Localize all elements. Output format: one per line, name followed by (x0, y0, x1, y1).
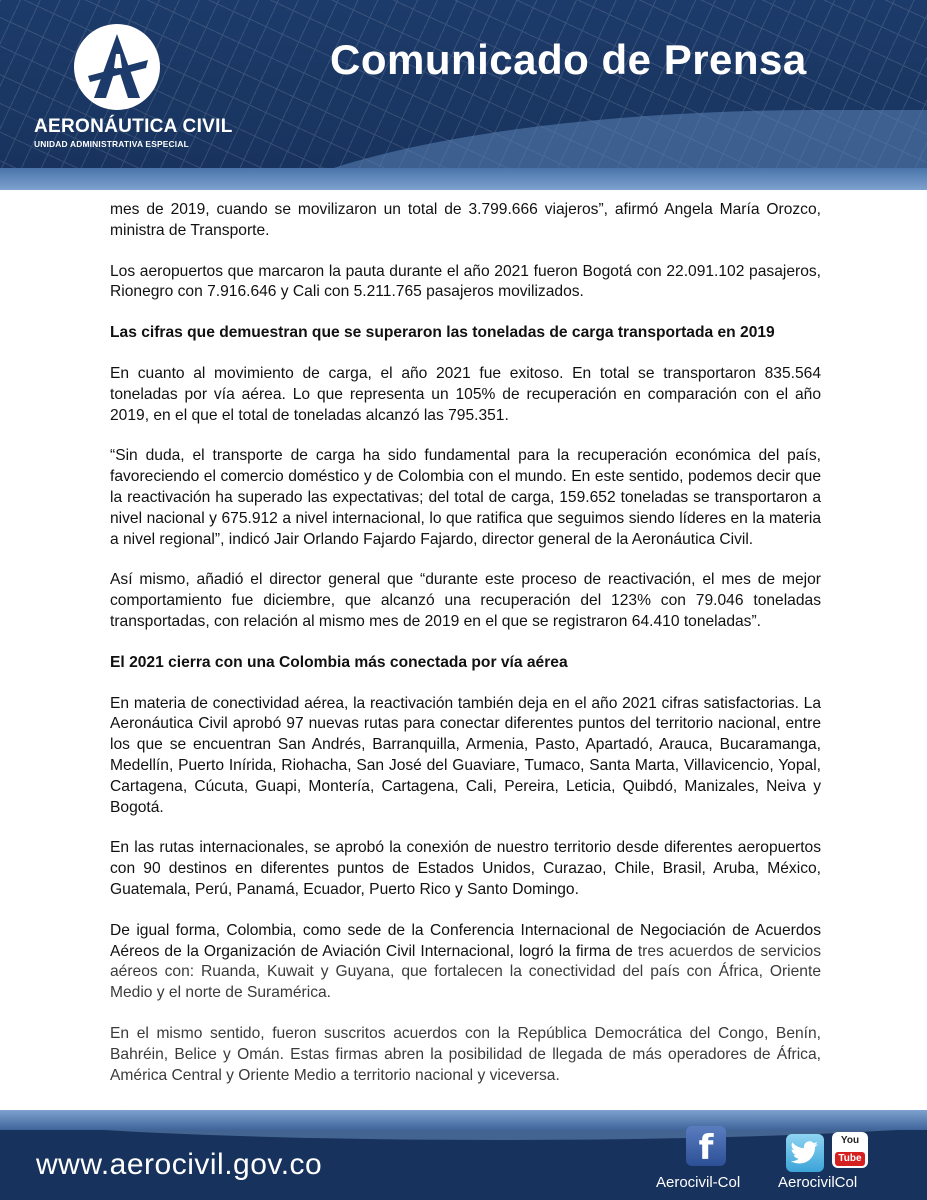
aerocivil-logo (74, 24, 160, 110)
paragraph: En cuanto al movimiento de carga, el año 2021 fue exitoso. En total se transportaron 835.564 toneladas por vía aérea. Lo que representa un 105% de recuperación en comparación con el año 2019, en el que el total de toneladas alcanzó las 795.351. (110, 364, 821, 424)
paragraph-part: De igual forma, Colombia, como sede de la Conferencia Internacional de Negociación de Acuerdos Aéreos de la Organización de Aviación Civil Internacional, logró la firma de (110, 921, 821, 960)
brand-name: AERONÁUTICA CIVIL (34, 116, 233, 137)
paragraph: Los aeropuertos que marcaron la pauta durante el año 2021 fueron Bogotá con 22.091.102 pasajeros, Rionegro con 7.916.646 y Cali con 5.211.765 pasajeros movilizados. (110, 262, 821, 301)
paragraph: En el mismo sentido, fueron suscritos acuerdos con la República Democrática del Congo, Benín, Bahréin, Belice y Omán. Estas firmas abren la posibilidad de llegada de más operadores de África, América Central y Oriente Medio a territorio nacional y viceversa. (110, 1024, 821, 1084)
facebook-icon[interactable]: f (686, 1126, 726, 1166)
section-heading: Las cifras que demuestran que se superaron las toneladas de carga transportada en 2019 (110, 324, 775, 342)
brand-subtitle: UNIDAD ADMINISTRATIVA ESPECIAL (34, 139, 189, 149)
paragraph: En materia de conectividad aérea, la reactivación también deja en el año 2021 cifras satisfactorias. La Aeronáutica Civil aprobó 97 nuevas rutas para conectar diferentes puntos del territorio nacional, entre los que se encuentran San Andrés, Barranquilla, Armenia, Pasto, Apartadó, Arauca, Bucaramanga, Medellín, Puerto Inírida, Riohacha, San José del Guaviare, Tumaco, Santa Marta, Villavicencio, Yopal, Cartagena, Cúcuta, Guapi, Montería, Cartagena, Cali, Pereira, Leticia, Quibdó, Manizales, Neiva y Bogotá. (110, 694, 821, 816)
logo-a-icon (74, 24, 160, 110)
youtube-you-text: You (840, 1135, 860, 1146)
twitter-label[interactable]: AerocivilCol (778, 1174, 858, 1191)
paragraph-part: tres acuerdos de servicios aéreos con: Ruanda, Kuwait y Guyana, que fortalecen la conectividad del país con África, Oriente Medio y el norte de Suramérica. (110, 942, 821, 1002)
page-title: Comunicado de Prensa (330, 36, 807, 83)
twitter-icon[interactable] (786, 1134, 824, 1172)
youtube-tube-text: Tube (835, 1152, 864, 1166)
press-release-body (110, 200, 821, 1106)
page-footer (0, 1110, 927, 1200)
header-band (0, 168, 927, 190)
youtube-icon[interactable] (832, 1132, 868, 1168)
section-heading: El 2021 cierra con una Colombia más conectada por vía aérea (110, 653, 568, 671)
footer-band (0, 1110, 927, 1130)
website-url[interactable]: www.aerocivil.gov.co (36, 1148, 323, 1181)
paragraph: En las rutas internacionales, se aprobó la conexión de nuestro territorio desde diferentes aeropuertos con 90 destinos en diferentes puntos de Estados Unidos, Curazao, Chile, Brasil, Aruba, México, Guatemala, Perú, Panamá, Ecuador, Puerto Rico y Santo Domingo. (110, 839, 821, 898)
paragraph: Así mismo, añadió el director general que “durante este proceso de reactivación, el mes de mejor comportamiento fue diciembre, que alcanzó una recuperación del 123% con 79.046 toneladas transportadas, con relación al mismo mes de 2019 en el que se registraron 64.410 toneladas”. (110, 571, 821, 630)
paragraph (110, 921, 821, 1004)
paragraph: “Sin duda, el transporte de carga ha sido fundamental para la recuperación económica del país, favoreciendo el comercio doméstico y de Colombia con el mundo. En este sentido, podemos decir que la reactivación ha superado las expectativas; del total de carga, 159.652 toneladas se transportaron a nivel nacional y 675.912 a nivel internacional, lo que ratifica que seguimos siendo líderes en la materia a nivel regional”, indicó Jair Orlando Fajardo Fajardo, director general de la Aeronáutica Civil. (110, 447, 821, 548)
page-header (0, 0, 927, 190)
twitter-bird-icon (791, 1141, 819, 1165)
paragraph: mes de 2019, cuando se movilizaron un total de 3.799.666 viajeros”, afirmó Angela María Orozco, ministra de Transporte. (110, 201, 821, 239)
facebook-label[interactable]: Aerocivil-Col (656, 1174, 741, 1191)
